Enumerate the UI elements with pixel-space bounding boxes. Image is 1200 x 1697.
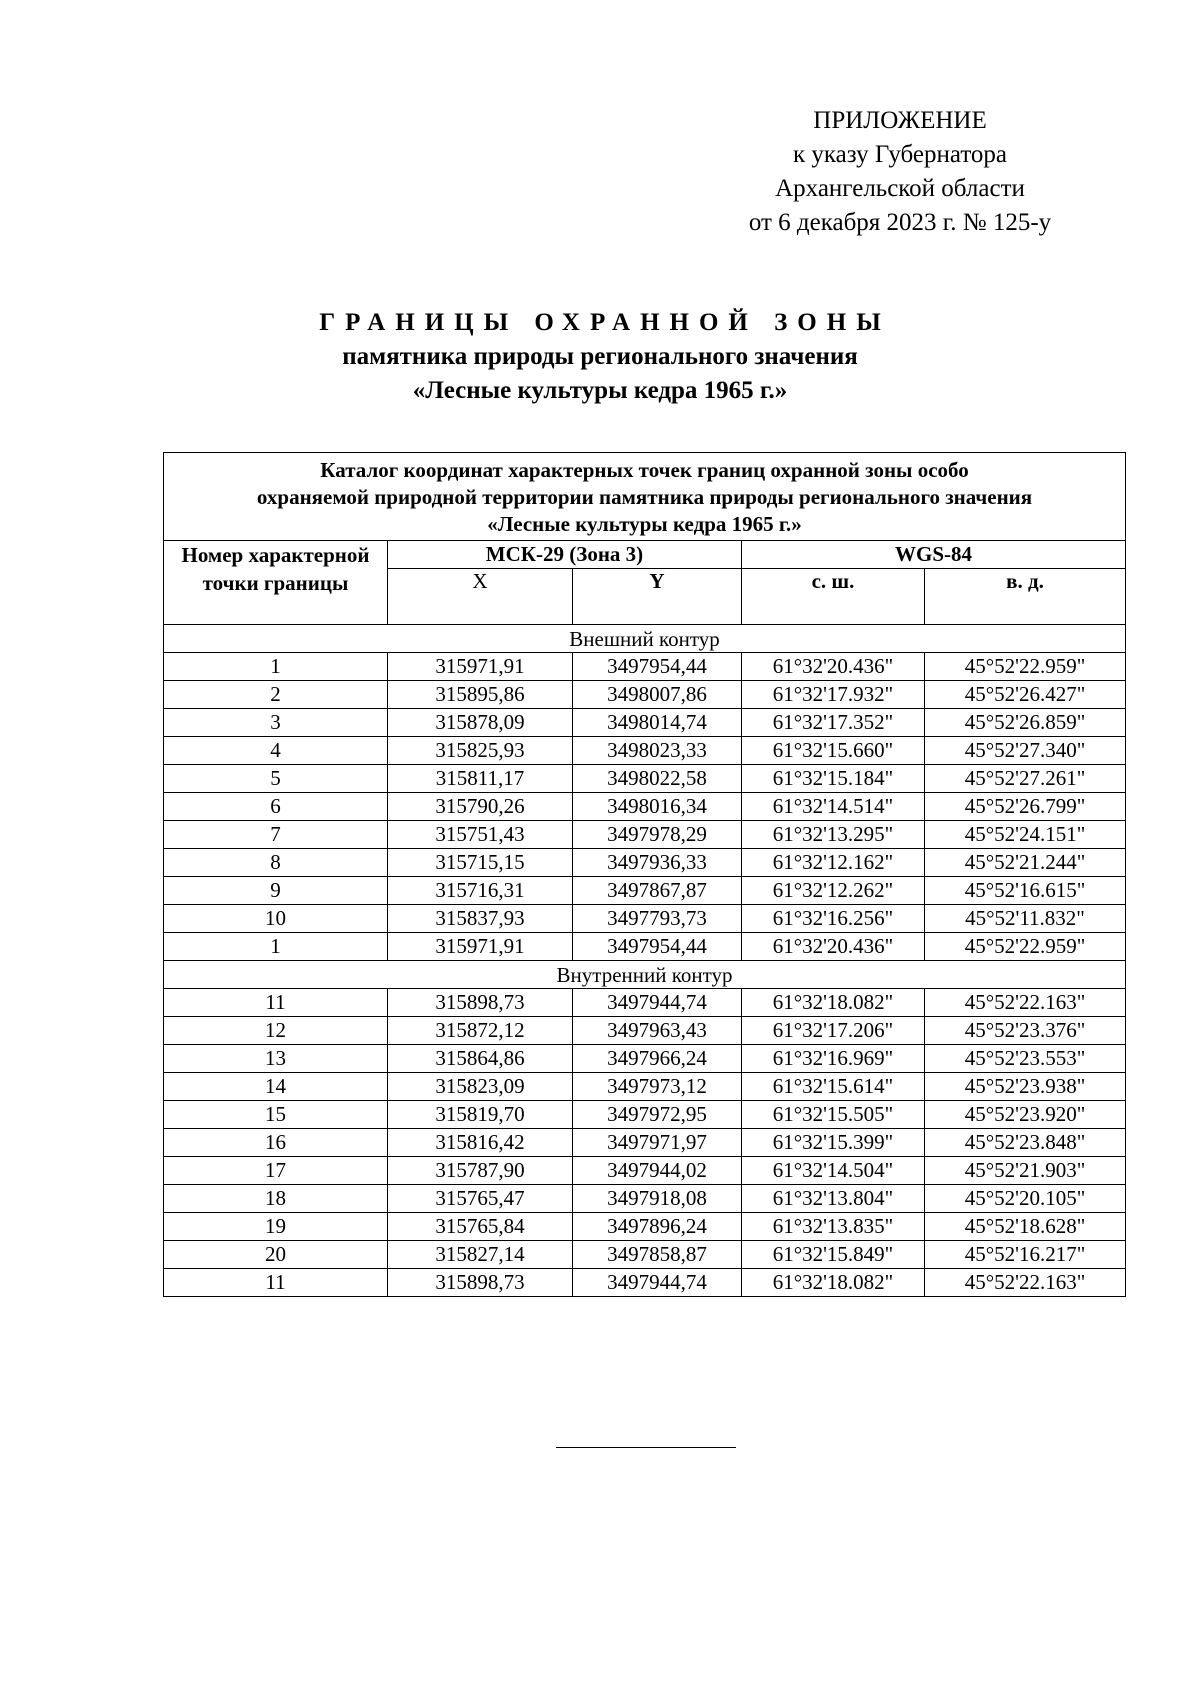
cell-y: 3498023,33 xyxy=(573,737,742,765)
header-y: Y xyxy=(573,569,742,625)
table-row xyxy=(164,1241,1126,1269)
cell-point-number: 4 xyxy=(164,737,388,765)
cell-x: 315816,42 xyxy=(388,1129,573,1157)
cell-lat: 61°32'15.184" xyxy=(742,765,925,793)
section-row xyxy=(164,961,1126,989)
cell-x: 315787,90 xyxy=(388,1157,573,1185)
table-row xyxy=(164,1101,1126,1129)
cell-y: 3497858,87 xyxy=(573,1241,742,1269)
cell-lat: 61°32'15.660" xyxy=(742,737,925,765)
cell-lon: 45°52'22.163" xyxy=(925,989,1126,1017)
appendix-region-line: Архангельской области xyxy=(775,175,1025,202)
cell-lon: 45°52'27.340" xyxy=(925,737,1126,765)
table-row xyxy=(164,905,1126,933)
cell-lat: 61°32'13.835" xyxy=(742,1213,925,1241)
cell-y: 3497896,24 xyxy=(573,1213,742,1241)
document-subtitle: памятника природы регионального значения xyxy=(342,343,858,370)
table-row xyxy=(164,653,1126,681)
cell-x: 315898,73 xyxy=(388,989,573,1017)
cell-lon: 45°52'20.105" xyxy=(925,1185,1126,1213)
cell-lon: 45°52'21.244" xyxy=(925,849,1126,877)
table-row xyxy=(164,681,1126,709)
cell-lat: 61°32'18.082" xyxy=(742,989,925,1017)
cell-point-number: 14 xyxy=(164,1073,388,1101)
cell-point-number: 2 xyxy=(164,681,388,709)
cell-lon: 45°52'24.151" xyxy=(925,821,1126,849)
cell-y: 3497867,87 xyxy=(573,877,742,905)
table-row xyxy=(164,1073,1126,1101)
cell-lon: 45°52'22.163" xyxy=(925,1269,1126,1297)
cell-y: 3498014,74 xyxy=(573,709,742,737)
table-row xyxy=(164,765,1126,793)
table-row xyxy=(164,709,1126,737)
cell-lon: 45°52'23.938" xyxy=(925,1073,1126,1101)
cell-lon: 45°52'16.217" xyxy=(925,1241,1126,1269)
cell-y: 3497936,33 xyxy=(573,849,742,877)
cell-lon: 45°52'18.628" xyxy=(925,1213,1126,1241)
header-lon: в. д. xyxy=(925,569,1126,625)
cell-point-number: 9 xyxy=(164,877,388,905)
table-caption-line: Каталог координат характерных точек границ охранной зоны особо xyxy=(320,458,969,482)
cell-lat: 61°32'17.352" xyxy=(742,709,925,737)
cell-lat: 61°32'17.206" xyxy=(742,1017,925,1045)
cell-lon: 45°52'23.920" xyxy=(925,1101,1126,1129)
cell-y: 3497954,44 xyxy=(573,653,742,681)
cell-lat: 61°32'13.804" xyxy=(742,1185,925,1213)
cell-y: 3497973,12 xyxy=(573,1073,742,1101)
table-body xyxy=(164,625,1126,1297)
cell-point-number: 12 xyxy=(164,1017,388,1045)
cell-x: 315827,14 xyxy=(388,1241,573,1269)
appendix-block xyxy=(700,104,1100,240)
cell-lat: 61°32'17.932" xyxy=(742,681,925,709)
cell-x: 315971,91 xyxy=(388,653,573,681)
cell-y: 3497963,43 xyxy=(573,1017,742,1045)
cell-x: 315872,12 xyxy=(388,1017,573,1045)
cell-y: 3497793,73 xyxy=(573,905,742,933)
cell-x: 315864,86 xyxy=(388,1045,573,1073)
cell-point-number: 7 xyxy=(164,821,388,849)
cell-point-number: 6 xyxy=(164,793,388,821)
cell-lat: 61°32'14.504" xyxy=(742,1157,925,1185)
table-row xyxy=(164,849,1126,877)
cell-x: 315765,47 xyxy=(388,1185,573,1213)
table-row xyxy=(164,877,1126,905)
cell-lon: 45°52'23.848" xyxy=(925,1129,1126,1157)
document-title: ГРАНИЦЫ ОХРАННОЙ ЗОНЫ xyxy=(319,309,891,336)
cell-y: 3498016,34 xyxy=(573,793,742,821)
cell-y: 3497954,44 xyxy=(573,933,742,961)
cell-lat: 61°32'20.436" xyxy=(742,653,925,681)
section-title: Внутренний контур xyxy=(164,961,1126,989)
cell-x: 315751,43 xyxy=(388,821,573,849)
cell-x: 315790,26 xyxy=(388,793,573,821)
appendix-decree-line: к указу Губернатора xyxy=(792,141,1008,168)
cell-y: 3498022,58 xyxy=(573,765,742,793)
appendix-date-line: от 6 декабря 2023 г. № 125-у xyxy=(748,209,1052,236)
cell-point-number: 20 xyxy=(164,1241,388,1269)
header-x: X xyxy=(388,569,573,625)
cell-lon: 45°52'23.553" xyxy=(925,1045,1126,1073)
cell-lat: 61°32'12.262" xyxy=(742,877,925,905)
cell-lon: 45°52'27.261" xyxy=(925,765,1126,793)
cell-x: 315811,17 xyxy=(388,765,573,793)
cell-lat: 61°32'15.614" xyxy=(742,1073,925,1101)
cell-lat: 61°32'15.505" xyxy=(742,1101,925,1129)
cell-point-number: 11 xyxy=(164,1269,388,1297)
cell-x: 315825,93 xyxy=(388,737,573,765)
table-row xyxy=(164,821,1126,849)
table-row xyxy=(164,1157,1126,1185)
cell-point-number: 1 xyxy=(164,933,388,961)
cell-point-number: 1 xyxy=(164,653,388,681)
cell-lon: 45°52'26.427" xyxy=(925,681,1126,709)
cell-point-number: 3 xyxy=(164,709,388,737)
cell-point-number: 13 xyxy=(164,1045,388,1073)
table-row xyxy=(164,1129,1126,1157)
cell-lon: 45°52'16.615" xyxy=(925,877,1126,905)
closing-rule xyxy=(556,1447,736,1448)
table-row xyxy=(164,1269,1126,1297)
cell-point-number: 16 xyxy=(164,1129,388,1157)
cell-y: 3497971,97 xyxy=(573,1129,742,1157)
document-subtitle-name: «Лесные культуры кедра 1965 г.» xyxy=(412,377,788,404)
cell-lon: 45°52'21.903" xyxy=(925,1157,1126,1185)
cell-lon: 45°52'26.799" xyxy=(925,793,1126,821)
table-row xyxy=(164,1185,1126,1213)
cell-y: 3497944,74 xyxy=(573,1269,742,1297)
table-row xyxy=(164,1045,1126,1073)
cell-lat: 61°32'16.256" xyxy=(742,905,925,933)
table-row xyxy=(164,933,1126,961)
cell-x: 315837,93 xyxy=(388,905,573,933)
table-caption-line: охраняемой природной территории памятника природы регионального значения xyxy=(256,485,1033,509)
cell-lat: 61°32'13.295" xyxy=(742,821,925,849)
table-caption-line: «Лесные культуры кедра 1965 г.» xyxy=(487,512,802,536)
cell-lat: 61°32'16.969" xyxy=(742,1045,925,1073)
cell-x: 315878,09 xyxy=(388,709,573,737)
cell-x: 315819,70 xyxy=(388,1101,573,1129)
document-heading xyxy=(0,306,1200,408)
cell-lat: 61°32'12.162" xyxy=(742,849,925,877)
section-title: Внешний контур xyxy=(164,625,1126,653)
cell-point-number: 15 xyxy=(164,1101,388,1129)
cell-lon: 45°52'11.832" xyxy=(925,905,1126,933)
cell-x: 315823,09 xyxy=(388,1073,573,1101)
cell-point-number: 19 xyxy=(164,1213,388,1241)
cell-y: 3497944,74 xyxy=(573,989,742,1017)
table-caption xyxy=(164,453,1126,541)
cell-lat: 61°32'20.436" xyxy=(742,933,925,961)
cell-x: 315895,86 xyxy=(388,681,573,709)
cell-point-number: 17 xyxy=(164,1157,388,1185)
cell-point-number: 8 xyxy=(164,849,388,877)
cell-lat: 61°32'15.399" xyxy=(742,1129,925,1157)
cell-lon: 45°52'23.376" xyxy=(925,1017,1126,1045)
cell-y: 3497944,02 xyxy=(573,1157,742,1185)
cell-lat: 61°32'18.082" xyxy=(742,1269,925,1297)
cell-lon: 45°52'26.859" xyxy=(925,709,1126,737)
cell-point-number: 5 xyxy=(164,765,388,793)
table-row xyxy=(164,793,1126,821)
table-row xyxy=(164,737,1126,765)
table-row xyxy=(164,1213,1126,1241)
header-lat: с. ш. xyxy=(742,569,925,625)
cell-x: 315971,91 xyxy=(388,933,573,961)
cell-y: 3497972,95 xyxy=(573,1101,742,1129)
cell-y: 3497966,24 xyxy=(573,1045,742,1073)
coordinates-table xyxy=(163,452,1126,1297)
cell-x: 315765,84 xyxy=(388,1213,573,1241)
header-point-number: Номер характерной точки границы xyxy=(164,541,388,625)
cell-lat: 61°32'15.849" xyxy=(742,1241,925,1269)
cell-y: 3497978,29 xyxy=(573,821,742,849)
cell-lat: 61°32'14.514" xyxy=(742,793,925,821)
appendix-label: ПРИЛОЖЕНИЕ xyxy=(813,107,987,134)
cell-point-number: 10 xyxy=(164,905,388,933)
cell-point-number: 11 xyxy=(164,989,388,1017)
cell-lon: 45°52'22.959" xyxy=(925,653,1126,681)
section-row xyxy=(164,625,1126,653)
cell-x: 315716,31 xyxy=(388,877,573,905)
table-row xyxy=(164,989,1126,1017)
cell-lon: 45°52'22.959" xyxy=(925,933,1126,961)
table-row xyxy=(164,1017,1126,1045)
cell-y: 3498007,86 xyxy=(573,681,742,709)
cell-point-number: 18 xyxy=(164,1185,388,1213)
cell-y: 3497918,08 xyxy=(573,1185,742,1213)
cell-x: 315898,73 xyxy=(388,1269,573,1297)
header-msk: МСК-29 (Зона 3) xyxy=(388,541,742,569)
header-wgs: WGS-84 xyxy=(742,541,1126,569)
cell-x: 315715,15 xyxy=(388,849,573,877)
